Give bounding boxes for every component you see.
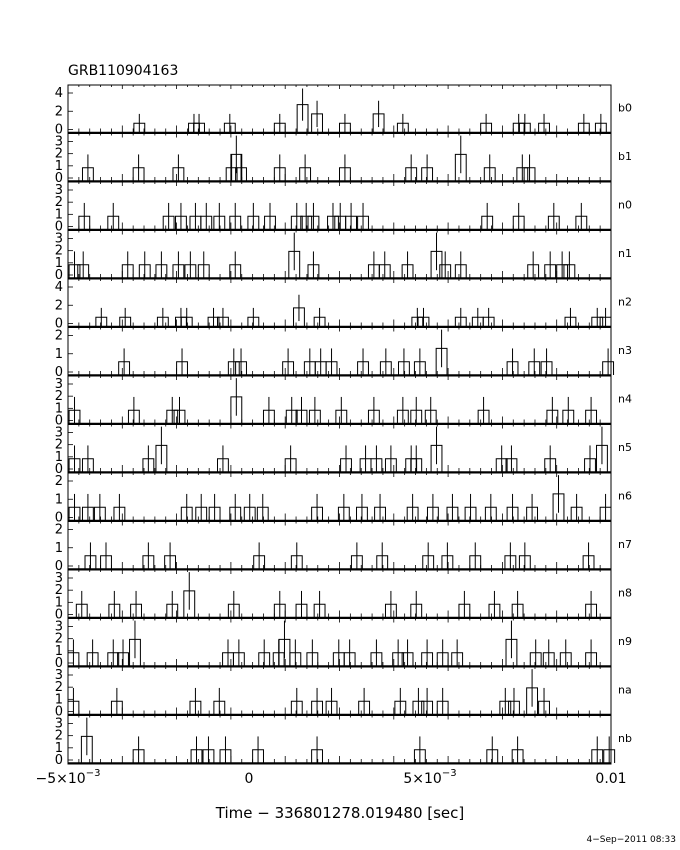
detector-label: n2: [618, 295, 632, 309]
y-tick-label: 2: [54, 328, 63, 344]
x-tick-label: $5\times 10^{-3}$: [403, 768, 457, 787]
y-tick-label: 1: [54, 255, 63, 271]
detector-label: nb: [618, 731, 632, 745]
y-tick-label: 0: [54, 607, 63, 623]
y-tick-label: 1: [54, 449, 63, 465]
y-tick-label: 2: [54, 583, 63, 599]
y-tick-label: 1: [54, 401, 63, 417]
detector-panels: [55, 85, 632, 768]
y-tick-label: 1: [54, 540, 63, 556]
detector-label: b0: [618, 101, 632, 115]
y-tick-label: 0: [54, 219, 63, 235]
y-tick-label: 2: [54, 298, 63, 314]
detector-label: n6: [618, 489, 632, 503]
y-tick-label: 2: [54, 631, 63, 647]
panel-n3: [55, 328, 632, 381]
y-tick-label: 1: [54, 595, 63, 611]
y-tick-label: 0: [54, 171, 63, 186]
y-tick-label: 3: [54, 619, 63, 635]
y-tick-label: 1: [54, 643, 63, 659]
y-tick-label: 1: [54, 740, 63, 756]
y-tick-label: 3: [54, 134, 63, 150]
detector-label: n7: [618, 537, 632, 551]
detector-label: n9: [618, 634, 632, 648]
y-tick-label: 3: [54, 425, 63, 441]
x-tick-exponent: −3: [85, 768, 101, 779]
y-tick-label: 2: [54, 195, 63, 211]
y-tick-label: 0: [54, 510, 63, 526]
y-tick-label: 2: [54, 389, 63, 405]
panel-b1: [55, 134, 632, 187]
y-tick-label: 1: [54, 158, 63, 174]
y-tick-label: 2: [54, 728, 63, 744]
detector-label: n5: [618, 440, 632, 454]
y-tick-label: 0: [54, 365, 63, 380]
panel-n5: [55, 425, 632, 478]
panel-n9: [55, 619, 632, 672]
y-tick-label: 2: [54, 437, 63, 453]
x-tick-label: $-5\times 10^{-3}$: [35, 768, 101, 787]
panel-n1: [55, 231, 632, 284]
panel-n4: [55, 376, 632, 429]
y-tick-label: 2: [54, 146, 63, 162]
y-tick-label: 4: [54, 280, 63, 295]
y-tick-label: 0: [54, 316, 63, 332]
y-tick-label: 4: [54, 86, 63, 101]
y-tick-label: 1: [54, 207, 63, 223]
panel-n0: [55, 182, 632, 235]
y-tick-label: 2: [54, 680, 63, 696]
y-tick-label: 2: [54, 522, 63, 538]
y-tick-label: 2: [54, 104, 63, 120]
x-axis-tick-labels: [36, 768, 627, 787]
y-tick-label: 0: [54, 704, 63, 720]
panel-n6: [55, 473, 632, 526]
panel-n8: [55, 570, 632, 623]
x-tick-label: 0.01: [595, 771, 627, 787]
y-tick-label: 0: [54, 462, 63, 477]
detector-label: n4: [618, 392, 632, 406]
panel-b0: [55, 85, 632, 138]
x-tick-label: 0: [244, 771, 254, 787]
panel-n2: [55, 279, 632, 332]
y-tick-label: 3: [54, 571, 63, 586]
detector-label: b1: [618, 149, 632, 163]
y-tick-label: 2: [54, 474, 63, 489]
y-tick-label: 3: [54, 716, 63, 732]
y-tick-label: 1: [54, 692, 63, 708]
y-tick-label: 2: [54, 243, 63, 259]
detector-label: n1: [618, 246, 632, 260]
y-tick-label: 3: [54, 377, 63, 392]
panel-nb: [55, 716, 632, 769]
detector-label: na: [618, 683, 632, 697]
plot-title: GRB110904163: [68, 63, 179, 79]
y-tick-label: 3: [54, 231, 63, 247]
detector-label: n0: [618, 198, 632, 212]
detector-label: n3: [618, 343, 632, 357]
detector-label: n8: [618, 586, 632, 600]
y-tick-label: 3: [54, 668, 63, 683]
y-tick-label: 0: [54, 656, 63, 671]
y-tick-label: 1: [54, 346, 63, 362]
y-tick-label: 1: [54, 492, 63, 508]
y-tick-label: 0: [54, 559, 63, 574]
x-axis-title: Time − 336801278.019480 [sec]: [215, 804, 465, 822]
x-tick-exponent: −3: [441, 768, 457, 779]
y-tick-label: 0: [54, 268, 63, 283]
panel-na: [55, 667, 632, 720]
y-tick-label: 3: [54, 183, 63, 198]
timestamp: 4−Sep−2011 08:33: [586, 835, 676, 845]
panel-n7: [55, 522, 632, 575]
y-tick-label: 0: [54, 413, 63, 429]
y-tick-label: 0: [54, 753, 63, 768]
y-tick-label: 0: [54, 122, 63, 138]
